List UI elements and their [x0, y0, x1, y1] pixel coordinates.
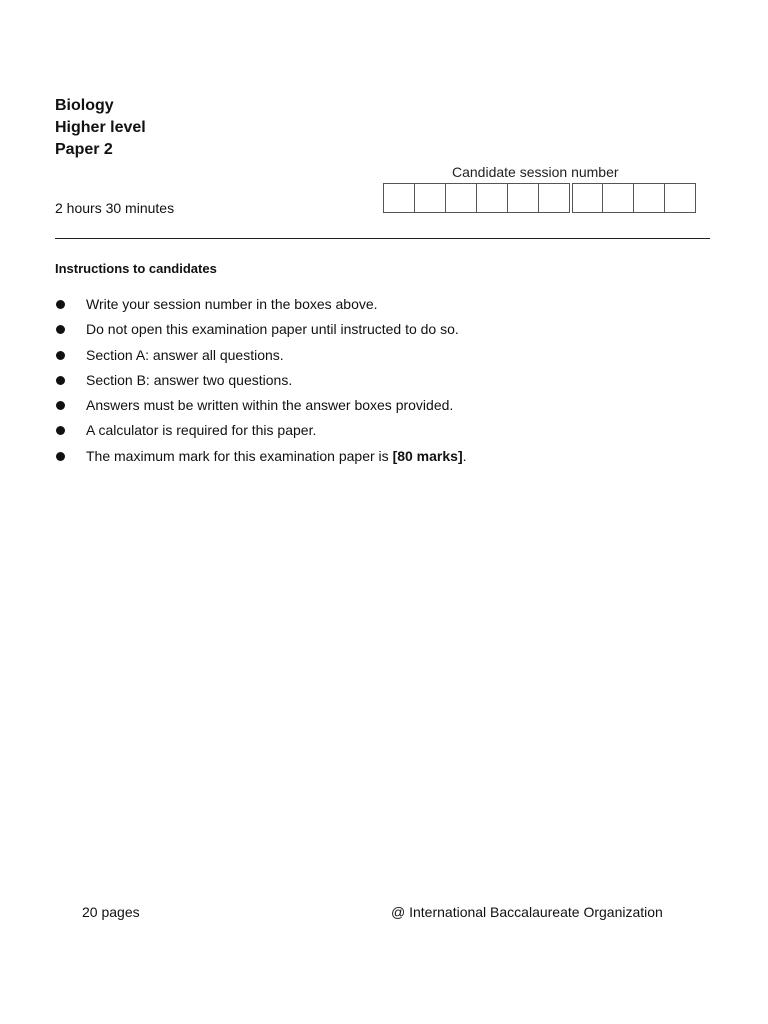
- instruction-item: [55, 292, 467, 317]
- instruction-text: A calculator is required for this paper.: [86, 422, 317, 439]
- bullet-icon: [56, 452, 65, 461]
- session-digit-box[interactable]: [665, 183, 696, 213]
- instructions-list: [55, 292, 467, 469]
- instruction-item: [55, 444, 467, 469]
- session-digit-box[interactable]: [634, 183, 665, 213]
- copyright-notice: @ International Baccalaureate Organization: [391, 904, 663, 920]
- bullet-icon: [56, 300, 65, 309]
- bullet-icon: [56, 401, 65, 410]
- bullet-icon: [56, 325, 65, 334]
- instruction-text: Write your session number in the boxes above.: [86, 296, 378, 312]
- session-digit-box[interactable]: [446, 183, 477, 213]
- session-digit-box[interactable]: [508, 183, 539, 213]
- page-count: 20 pages: [82, 904, 140, 920]
- session-digit-box[interactable]: [384, 183, 415, 213]
- instruction-text: Section A: answer all questions.: [86, 346, 284, 363]
- instructions-heading: Instructions to candidates: [55, 261, 217, 276]
- level-title: Higher level: [55, 119, 146, 136]
- instruction-text: Answers must be written within the answer boxes provided.: [86, 397, 454, 414]
- instruction-text: The maximum mark for this examination paper is: [86, 447, 393, 464]
- instruction-text: Section B: answer two questions.: [86, 371, 293, 388]
- instruction-item: [55, 317, 467, 342]
- bullet-icon: [56, 351, 65, 360]
- instruction-item: [55, 368, 467, 393]
- session-digit-box[interactable]: [415, 183, 446, 213]
- instruction-item: [55, 343, 467, 368]
- instruction-text: Do not open this examination paper until instructed to do so.: [86, 321, 459, 338]
- session-digit-box[interactable]: [603, 183, 634, 213]
- horizontal-divider: [55, 238, 710, 239]
- session-number-label: Candidate session number: [452, 164, 619, 180]
- subject-title: Biology: [55, 97, 114, 114]
- instruction-item: [55, 393, 467, 418]
- bullet-icon: [56, 426, 65, 435]
- max-marks: [80 marks]: [392, 447, 463, 464]
- session-number-boxes: [383, 183, 696, 213]
- session-digit-box[interactable]: [477, 183, 508, 213]
- instruction-item: [55, 418, 467, 443]
- title-block: [55, 95, 146, 161]
- bullet-icon: [56, 376, 65, 385]
- session-digit-box[interactable]: [572, 183, 603, 213]
- session-digit-box[interactable]: [539, 183, 570, 213]
- instruction-suffix: .: [462, 447, 467, 464]
- paper-title: Paper 2: [55, 141, 113, 158]
- duration-text: 2 hours 30 minutes: [55, 200, 175, 216]
